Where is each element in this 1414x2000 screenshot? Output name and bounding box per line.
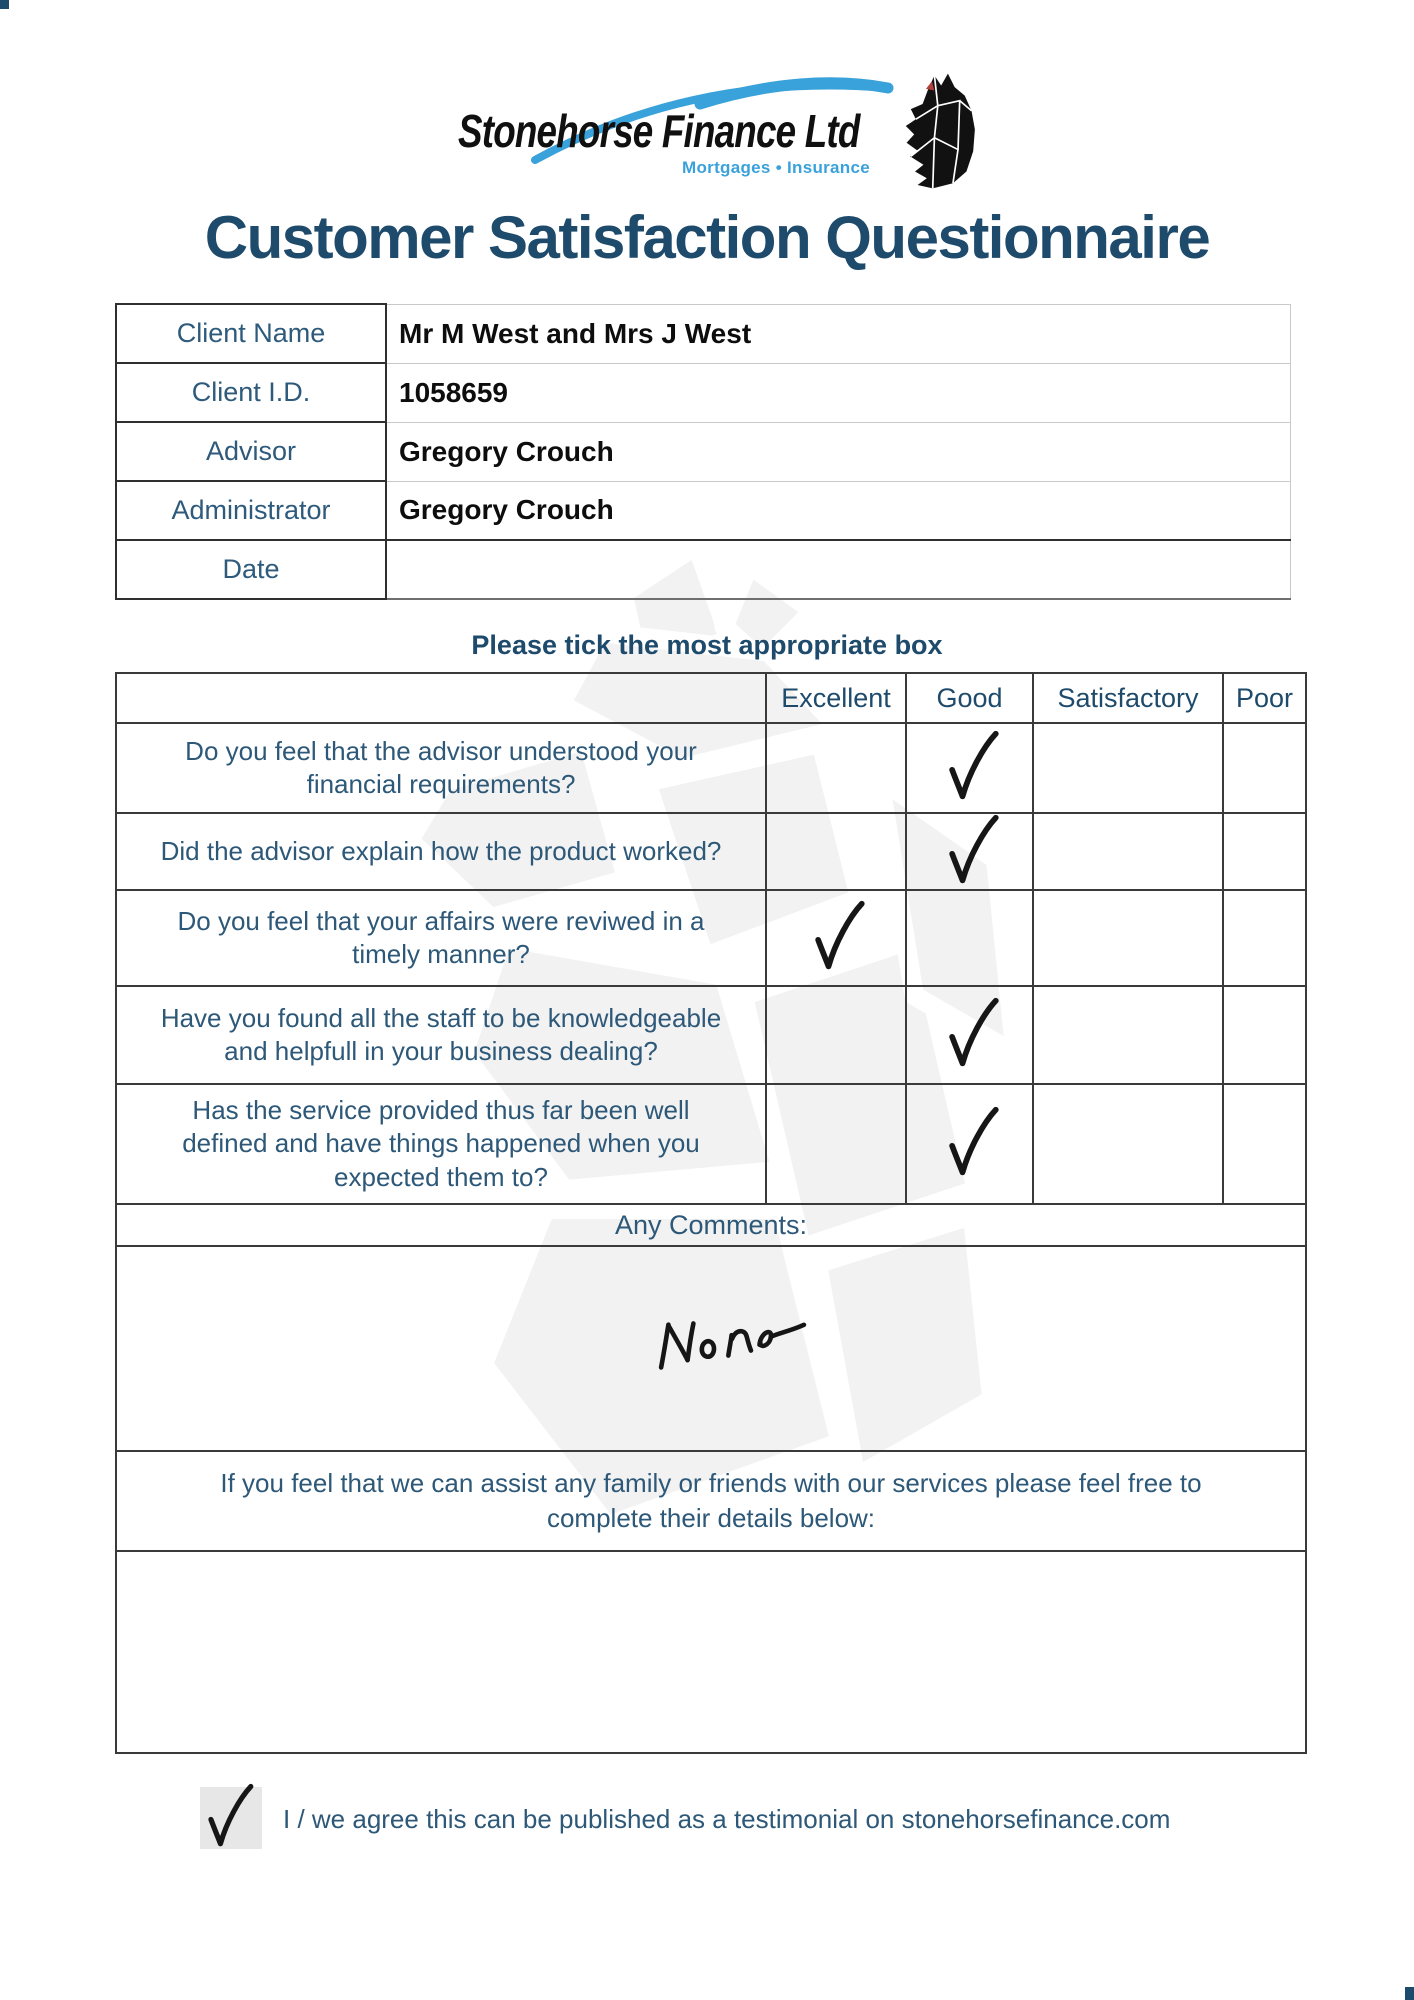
comments-label-row	[116, 1204, 1306, 1246]
table-row	[116, 304, 1291, 363]
option-cell-poor[interactable]	[1223, 890, 1306, 986]
survey-row	[116, 723, 1306, 813]
option-cell-satisfactory[interactable]	[1033, 723, 1223, 813]
survey-table	[115, 672, 1307, 1754]
consent-checkbox[interactable]	[200, 1787, 262, 1849]
option-cell-good[interactable]	[906, 723, 1033, 813]
survey-instruction: Please tick the most appropriate box	[471, 630, 943, 660]
corner-mark-top-left	[0, 0, 9, 9]
option-cell-satisfactory[interactable]	[1033, 1084, 1223, 1204]
option-cell-satisfactory[interactable]	[1033, 986, 1223, 1084]
survey-row	[116, 986, 1306, 1084]
option-cell-poor[interactable]	[1223, 723, 1306, 813]
option-cell-good[interactable]	[906, 813, 1033, 890]
column-header-excellent: Excellent	[766, 673, 906, 723]
consent-label: I / we agree this can be published as a testimonial on stonehorsefinance.com	[283, 1804, 1171, 1834]
table-row	[116, 422, 1291, 481]
comments-label: Any Comments:	[116, 1204, 1306, 1246]
column-header-poor: Poor	[1223, 673, 1306, 723]
option-cell-poor[interactable]	[1223, 813, 1306, 890]
survey-corner-cell	[116, 673, 766, 723]
client-id-value[interactable]: 1058659	[386, 363, 1291, 422]
administrator-label: Administrator	[116, 481, 386, 540]
option-cell-excellent[interactable]	[766, 723, 906, 813]
page-title: Customer Satisfaction Questionnaire	[204, 204, 1210, 271]
referral-row	[116, 1551, 1306, 1753]
referral-details-field[interactable]	[116, 1551, 1306, 1753]
handwritten-tick-icon	[810, 898, 868, 974]
referral-prompt: If you feel that we can assist any family or friends with our services please feel free to complete their details below:	[220, 1467, 1202, 1533]
date-value[interactable]	[386, 540, 1291, 599]
option-cell-poor[interactable]	[1223, 1084, 1306, 1204]
option-cell-excellent[interactable]	[766, 1084, 906, 1204]
handwritten-none	[649, 1303, 819, 1377]
survey-header-row	[116, 673, 1306, 723]
client-id-label: Client I.D.	[116, 363, 386, 422]
comments-field[interactable]	[116, 1246, 1306, 1451]
handwritten-tick-icon	[944, 812, 1002, 888]
option-cell-excellent[interactable]	[766, 986, 906, 1084]
column-header-good: Good	[906, 673, 1033, 723]
option-cell-excellent[interactable]	[766, 890, 906, 986]
question-text: Has the service provided thus far been well defined and have things happened when you expected them to?	[116, 1084, 766, 1204]
option-cell-satisfactory[interactable]	[1033, 890, 1223, 986]
option-cell-satisfactory[interactable]	[1033, 813, 1223, 890]
client-name-label: Client Name	[116, 304, 386, 363]
client-info-table	[115, 303, 1291, 600]
handwritten-tick-icon	[204, 1779, 256, 1853]
handwritten-tick-icon	[944, 995, 1002, 1071]
date-label: Date	[116, 540, 386, 599]
option-cell-excellent[interactable]	[766, 813, 906, 890]
table-row	[116, 363, 1291, 422]
question-text: Have you found all the staff to be knowledgeable and helpfull in your business dealing?	[116, 986, 766, 1084]
table-row	[116, 481, 1291, 540]
comments-row	[116, 1246, 1306, 1451]
company-name: Stonehorse Finance Ltd	[458, 105, 860, 157]
advisor-value[interactable]: Gregory Crouch	[386, 422, 1291, 481]
handwritten-tick-icon	[944, 1104, 1002, 1180]
question-text: Do you feel that the advisor understood your financial requirements?	[116, 723, 766, 813]
option-cell-good[interactable]	[906, 1084, 1033, 1204]
logo	[440, 52, 1020, 202]
option-cell-poor[interactable]	[1223, 986, 1306, 1084]
administrator-value[interactable]: Gregory Crouch	[386, 481, 1291, 540]
referral-label-row	[116, 1451, 1306, 1551]
logo-tagline: Mortgages • Insurance	[682, 158, 870, 177]
option-cell-good[interactable]	[906, 890, 1033, 986]
corner-mark-bottom-right	[1405, 1987, 1414, 2000]
option-cell-good[interactable]	[906, 986, 1033, 1084]
survey-row	[116, 890, 1306, 986]
question-text: Do you feel that your affairs were reviwed in a timely manner?	[116, 890, 766, 986]
client-name-value[interactable]: Mr M West and Mrs J West	[386, 304, 1291, 363]
advisor-label: Advisor	[116, 422, 386, 481]
table-row	[116, 540, 1291, 599]
question-text: Did the advisor explain how the product worked?	[116, 813, 766, 890]
column-header-satisfactory: Satisfactory	[1033, 673, 1223, 723]
horse-head-icon	[888, 72, 996, 190]
survey-row	[116, 813, 1306, 890]
survey-row	[116, 1084, 1306, 1204]
handwritten-tick-icon	[944, 728, 1002, 804]
